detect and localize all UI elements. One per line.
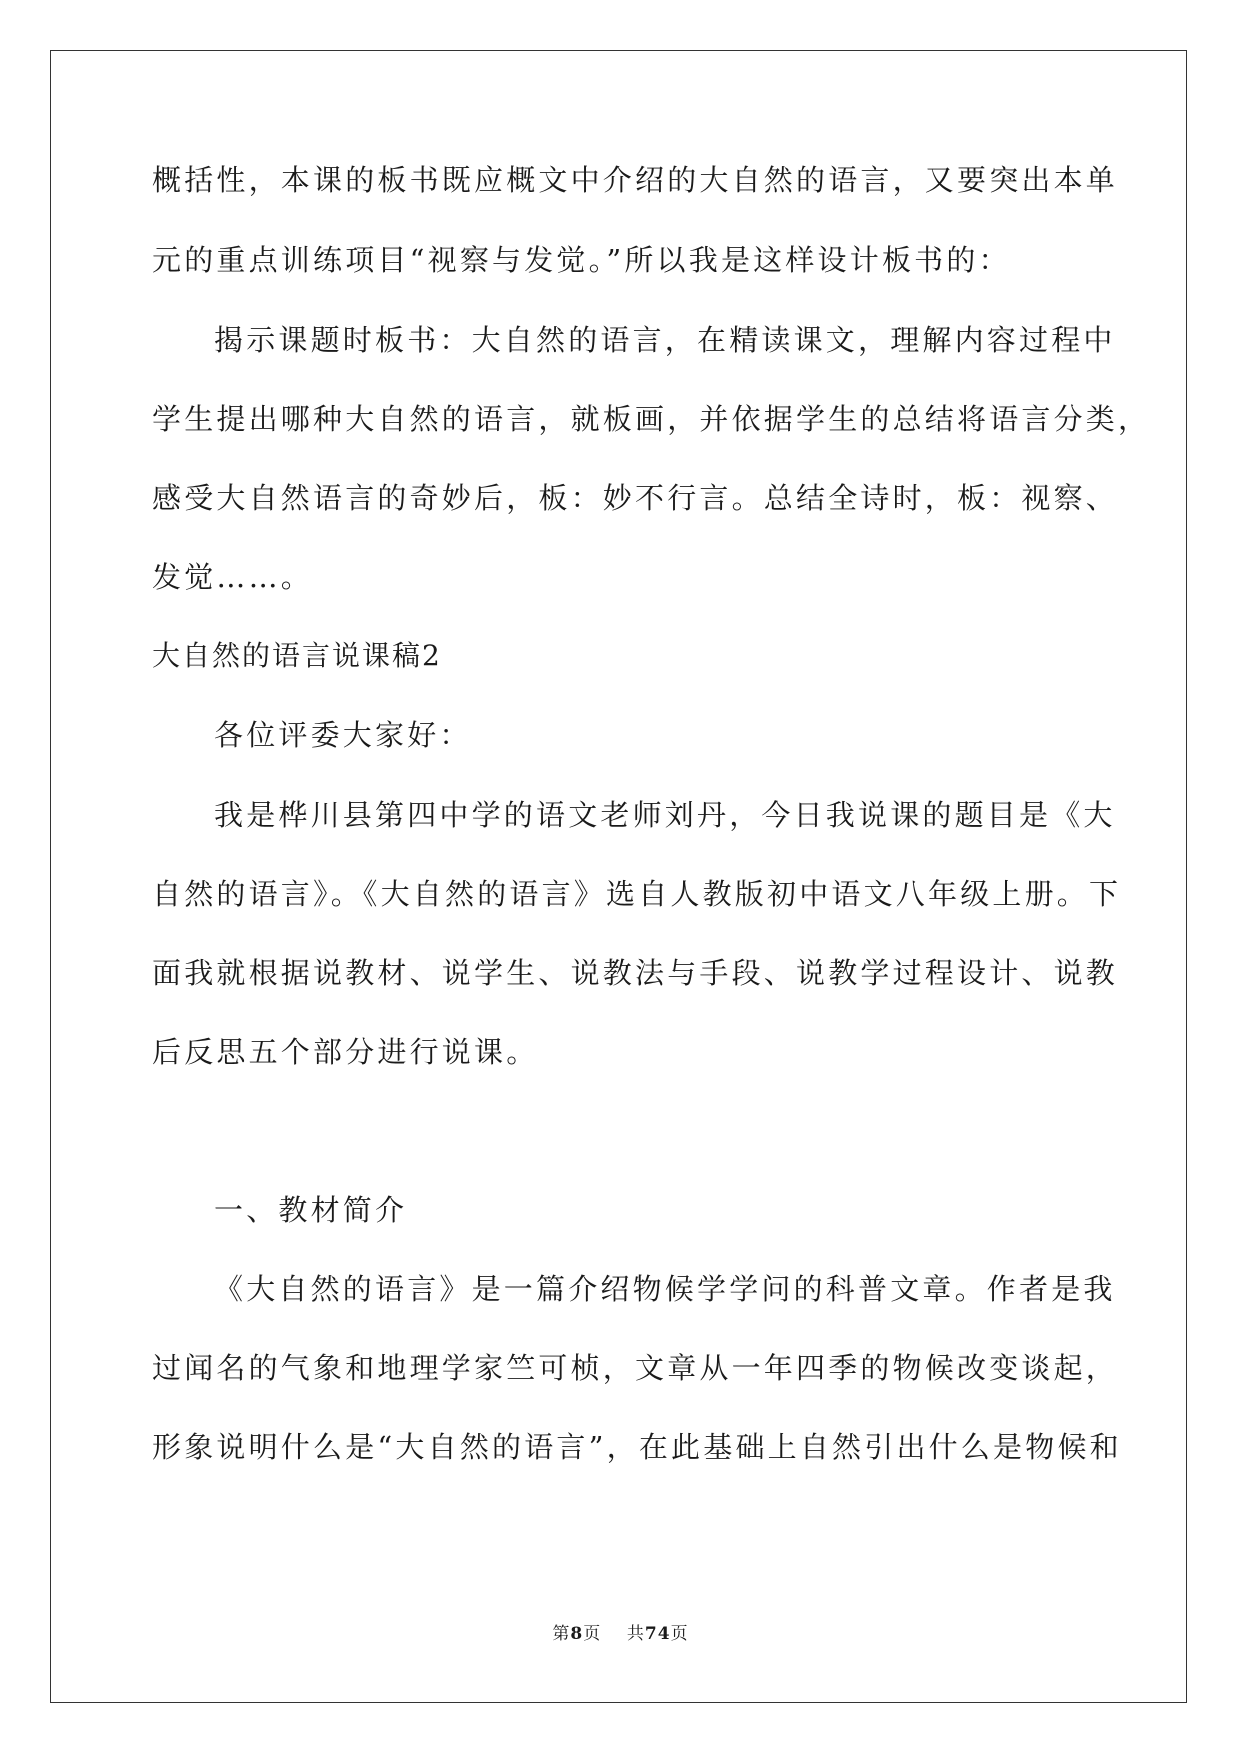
paragraph-line: 面我就根据说教材、说学生、说教法与手段、说教学过程设计、说教 — [152, 956, 1119, 990]
page-number-current: 8 — [570, 1624, 584, 1644]
paragraph-line: 发觉……。 — [152, 560, 314, 594]
page-number-total: 74 — [644, 1624, 671, 1644]
paragraph-line: 各位评委大家好： — [214, 718, 472, 752]
paragraph-line: 揭示课题时板书：大自然的语言，在精读课文，理解内容过程中 — [214, 323, 1116, 357]
paragraph-line: 感受大自然语言的奇妙后，板：妙不行言。总结全诗时，板：视察、 — [152, 481, 1119, 515]
paragraph-line: 自然的语言》。《大自然的语言》选自人教版初中语文八年级上册。下 — [152, 877, 1122, 911]
paragraph-line: 我是桦川县第四中学的语文老师刘丹，今日我说课的题目是《大 — [214, 798, 1116, 832]
paragraph-line: 《大自然的语言》是一篇介绍物候学学问的科普文章。作者是我 — [214, 1272, 1116, 1306]
paragraph-line: 元的重点训练项目“视察与发觉。”所以我是这样设计板书的： — [152, 243, 1011, 277]
paragraph-line: 概括性，本课的板书既应概文中介绍的大自然的语言，又要突出本单 — [152, 163, 1119, 197]
paragraph-line: 后反思五个部分进行说课。 — [152, 1035, 539, 1069]
page-number-suffix: 页 — [583, 1624, 602, 1644]
paragraph-line: 学生提出哪种大自然的语言，就板画，并依据学生的总结将语言分类， — [152, 402, 1151, 436]
page-total-prefix: 共 — [626, 1624, 645, 1644]
subsection-heading: 一、教材简介 — [214, 1193, 408, 1227]
paragraph-line: 过闻名的气象和地理学家竺可桢，文章从一年四季的物候改变谈起， — [152, 1351, 1119, 1385]
section-heading: 大自然的语言说课稿2 — [152, 639, 442, 672]
page-total-suffix: 页 — [670, 1624, 689, 1644]
page-footer — [0, 1623, 1241, 1645]
paragraph-line: 形象说明什么是“大自然的语言”，在此基础上自然引出什么是物候和 — [152, 1430, 1122, 1464]
page-number-prefix: 第 — [552, 1624, 571, 1644]
